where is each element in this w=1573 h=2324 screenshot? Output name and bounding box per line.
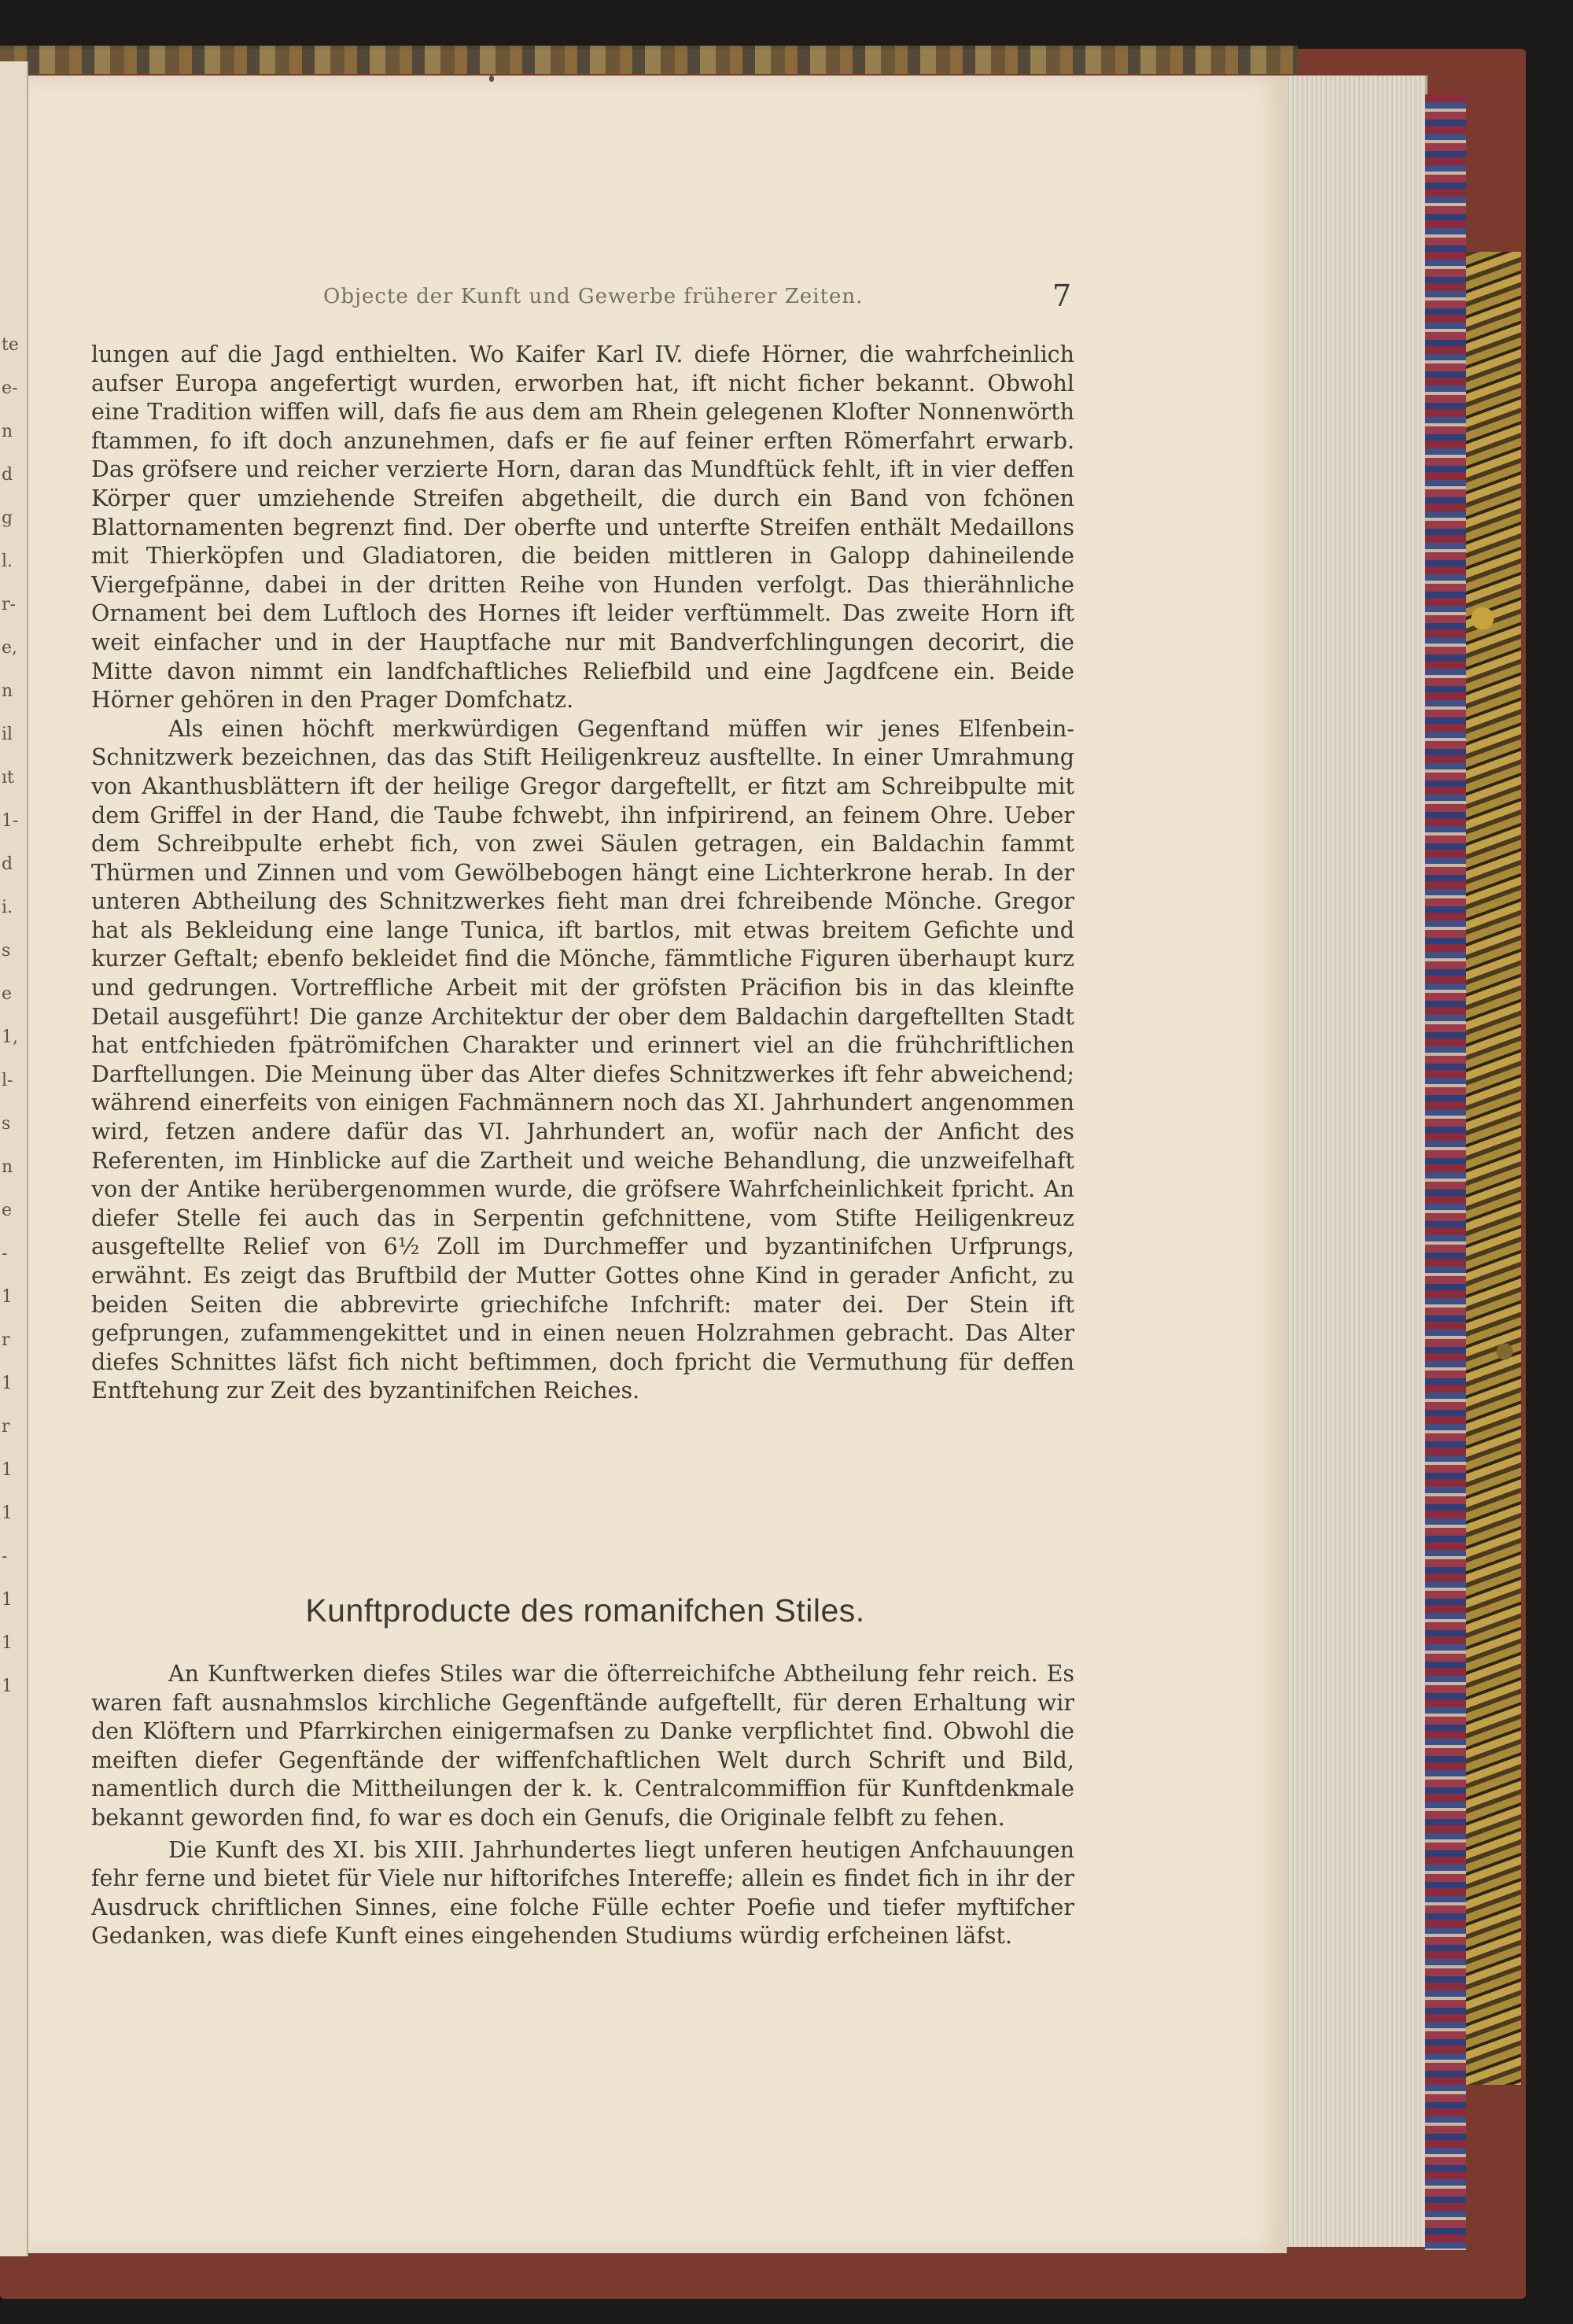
page-number: 7	[1052, 279, 1072, 313]
left-page-fragment: 1	[2, 1374, 13, 1393]
left-page-fragment: 1	[2, 1503, 13, 1523]
left-page-fragment: r-	[2, 595, 16, 614]
book-page	[28, 76, 1287, 2253]
left-page-fragment: 1,	[2, 1027, 18, 1047]
left-page-fragment: l-	[2, 1071, 13, 1090]
left-page-fragment: e	[2, 1201, 13, 1220]
left-page-fragment: r	[2, 1330, 10, 1350]
left-page-fragment: s	[2, 1114, 11, 1134]
left-page-fragment: 1	[2, 1590, 13, 1610]
top-marbled-edge	[0, 46, 1298, 74]
left-page-fragment: r	[2, 1417, 10, 1437]
left-page-fragment: n	[2, 1157, 13, 1177]
marbled-endpaper	[1466, 252, 1521, 2085]
section-heading: Kunftproducte des romanifchen Stiles.	[305, 1592, 865, 1629]
left-page-fragment: l.	[2, 551, 13, 571]
previous-page-edge	[0, 61, 28, 2256]
left-page-fragment: -	[2, 1547, 8, 1566]
left-page-fragment: 1-	[2, 811, 19, 831]
left-page-fragment: e-	[2, 378, 18, 398]
marbled-fore-edge	[1425, 94, 1466, 2250]
left-page-fragment: 1	[2, 1633, 13, 1653]
left-page-fragment: s	[2, 941, 11, 961]
main-text	[91, 341, 1074, 1406]
left-page-fragment: 1	[2, 1677, 13, 1696]
paragraph: Die Kunft des XI. bis XIII. Jahrhundertes liegt unferen heutigen Anfchauungen fehr ferne und bietet für Viele nur hiftorifches Intereffe; allein es findet fich in ihr der Ausdruck chriftlichen Sinnes, eine folche Fülle echter Poefie und tiefer myftifcher Gedanken, was diefe Kunft eines eingehenden Studiums würdig erfcheinen läfst.	[91, 1836, 1074, 1950]
ink-spot	[489, 76, 494, 82]
left-page-fragment: n	[2, 681, 13, 701]
left-page-fragment: i.	[2, 898, 13, 917]
left-page-fragment: il	[2, 725, 13, 744]
left-page-fragment: -	[2, 1244, 8, 1263]
running-head: Objecte der Kunft und Gewerbe früherer Zeiten.	[323, 285, 864, 308]
left-page-fragment: ıt	[2, 768, 14, 788]
left-page-fragment: 1	[2, 1460, 13, 1480]
page-stack-edge	[1282, 76, 1427, 2247]
left-page-fragment: e,	[2, 638, 18, 658]
left-page-fragment: g	[2, 508, 13, 528]
left-page-fragment: te	[2, 335, 19, 355]
left-page-fragment: n	[2, 422, 13, 441]
paragraph: An Kunftwerken diefes Stiles war die öfterreichifche Abtheilung fehr reich. Es waren faft ausnahmslos kirchliche Gegenftände aufgeftellt, für deren Erhaltung wir den Klöftern und Pfarrkirchen einigermafsen zu Danke verpflichtet find. Obwohl die meiften diefer Gegenftände der wiffenfchaftlichen Welt durch Schrift und Bild, namentlich durch die Mittheilungen der k. k. Centralcommiffion für Kunftdenkmale bekannt geworden find, fo war es doch ein Genufs, die Originale felbft zu fehen.	[91, 1661, 1074, 1831]
left-page-fragment: d	[2, 465, 13, 485]
left-page-fragment: 1	[2, 1287, 13, 1307]
page-header	[28, 279, 1287, 326]
left-page-fragment: e	[2, 984, 13, 1004]
left-page-fragment: d	[2, 854, 13, 874]
section-text	[91, 1660, 1074, 1951]
paragraph: lungen auf die Jagd enthielten. Wo Kaifer Karl IV. diefe Hörner, die wahrfcheinlich aufser Europa angefertigt wurden, erworben hat, ift nicht ficher bekannt. Obwohl eine Tradition wiffen will, dafs fie aus dem am Rhein gelegenen Klofter Nonnenwörth ftammen, fo ift doch anzunehmen, dafs er fie auf feiner erften Römerfahrt erwarb. Das gröfsere und reicher verzierte Horn, daran das Mundftück fehlt, ift in vier deffen Körper quer umziehende Streifen abgetheilt, die durch ein Band von fchönen Blattornamenten begrenzt find. Der oberfte und unterfte Streifen enthält Medaillons mit Thierköpfen und Gladiatoren, die beiden mittleren in Galopp dahineilende Viergefpänne, dabei in der dritten Reihe von Hunden verfolgt. Das thierähnliche Ornament bei dem Luftloch des Hornes ift leider verftümmelt. Das zweite Horn ift weit einfacher und in der Hauptfache nur mit Bandverfchlingungen decorirt, die Mitte davon nimmt ein landfchaftliches Reliefbild und eine Jagdfcene ein. Beide Hörner gehören in den Prager Domfchatz.	[91, 341, 1074, 714]
paragraph: Als einen höchft merkwürdigen Gegenftand müffen wir jenes Elfenbein-Schnitzwerk bezeichnen, das das Stift Heiligenkreuz ausftellte. In einer Umrahmung von Akanthusblättern ift der heilige Gregor dargeftellt, er fitzt am Schreibpulte mit dem Griffel in der Hand, die Taube fchwebt, ihn infpirirend, an feinem Ohre. Ueber dem Schreibpulte erhebt fich, von zwei Säulen getragen, ein Baldachin fammt Thürmen und Zinnen und vom Gewölbebogen hängt eine Lichterkrone herab. In der unteren Abtheilung des Schnitzwerkes fieht man drei fchreibende Mönche. Gregor hat als Bekleidung eine lange Tunica, ift bartlos, mit etwas breitem Gefichte und kurzer Geftalt; ebenfo bekleidet find die Mönche, fämmtliche Figuren überhaupt kurz und gedrungen. Vortreffliche Arbeit mit der gröfsten Präcifion bis in das kleinfte Detail ausgeführt! Die ganze Architektur der ober dem Baldachin dargeftellten Stadt hat entfchieden fpätrömifchen Charakter und erinnert viel an die frühchriftlichen Darftellungen. Die Meinung über das Alter diefes Schnitzwerkes ift fehr abweichend; während einerfeits von einigen Fachmännern noch das XI. Jahrhundert angenommen wird, fetzen andere dafür das VI. Jahrhundert an, wofür nach der Anficht des Referenten, im Hinblicke auf die Zartheit und weiche Behandlung, die unzweifelhaft von der Antike herübergenommen wurde, die gröfsere Wahrfcheinlichkeit fpricht. An diefer Stelle fei auch das in Serpentin gefchnittene, vom Stifte Heiligenkreuz ausgeftellte Relief von 6½ Zoll im Durchmeffer und byzantinifchen Urfprungs, erwähnt. Es zeigt das Bruftbild der Mutter Gottes ohne Kind in gerader Anficht, zu beiden Seiten die abbrevirte griechifche Infchrift: mater dei. Der Stein ift gefprungen, zufammengekittet und in einen neuen Holzrahmen gebracht. Das Alter diefes Schnittes läfst fich nicht beftimmen, doch fpricht die Vermuthung für deffen Entftehung zur Zeit des byzantinifchen Reiches.	[91, 715, 1074, 1404]
